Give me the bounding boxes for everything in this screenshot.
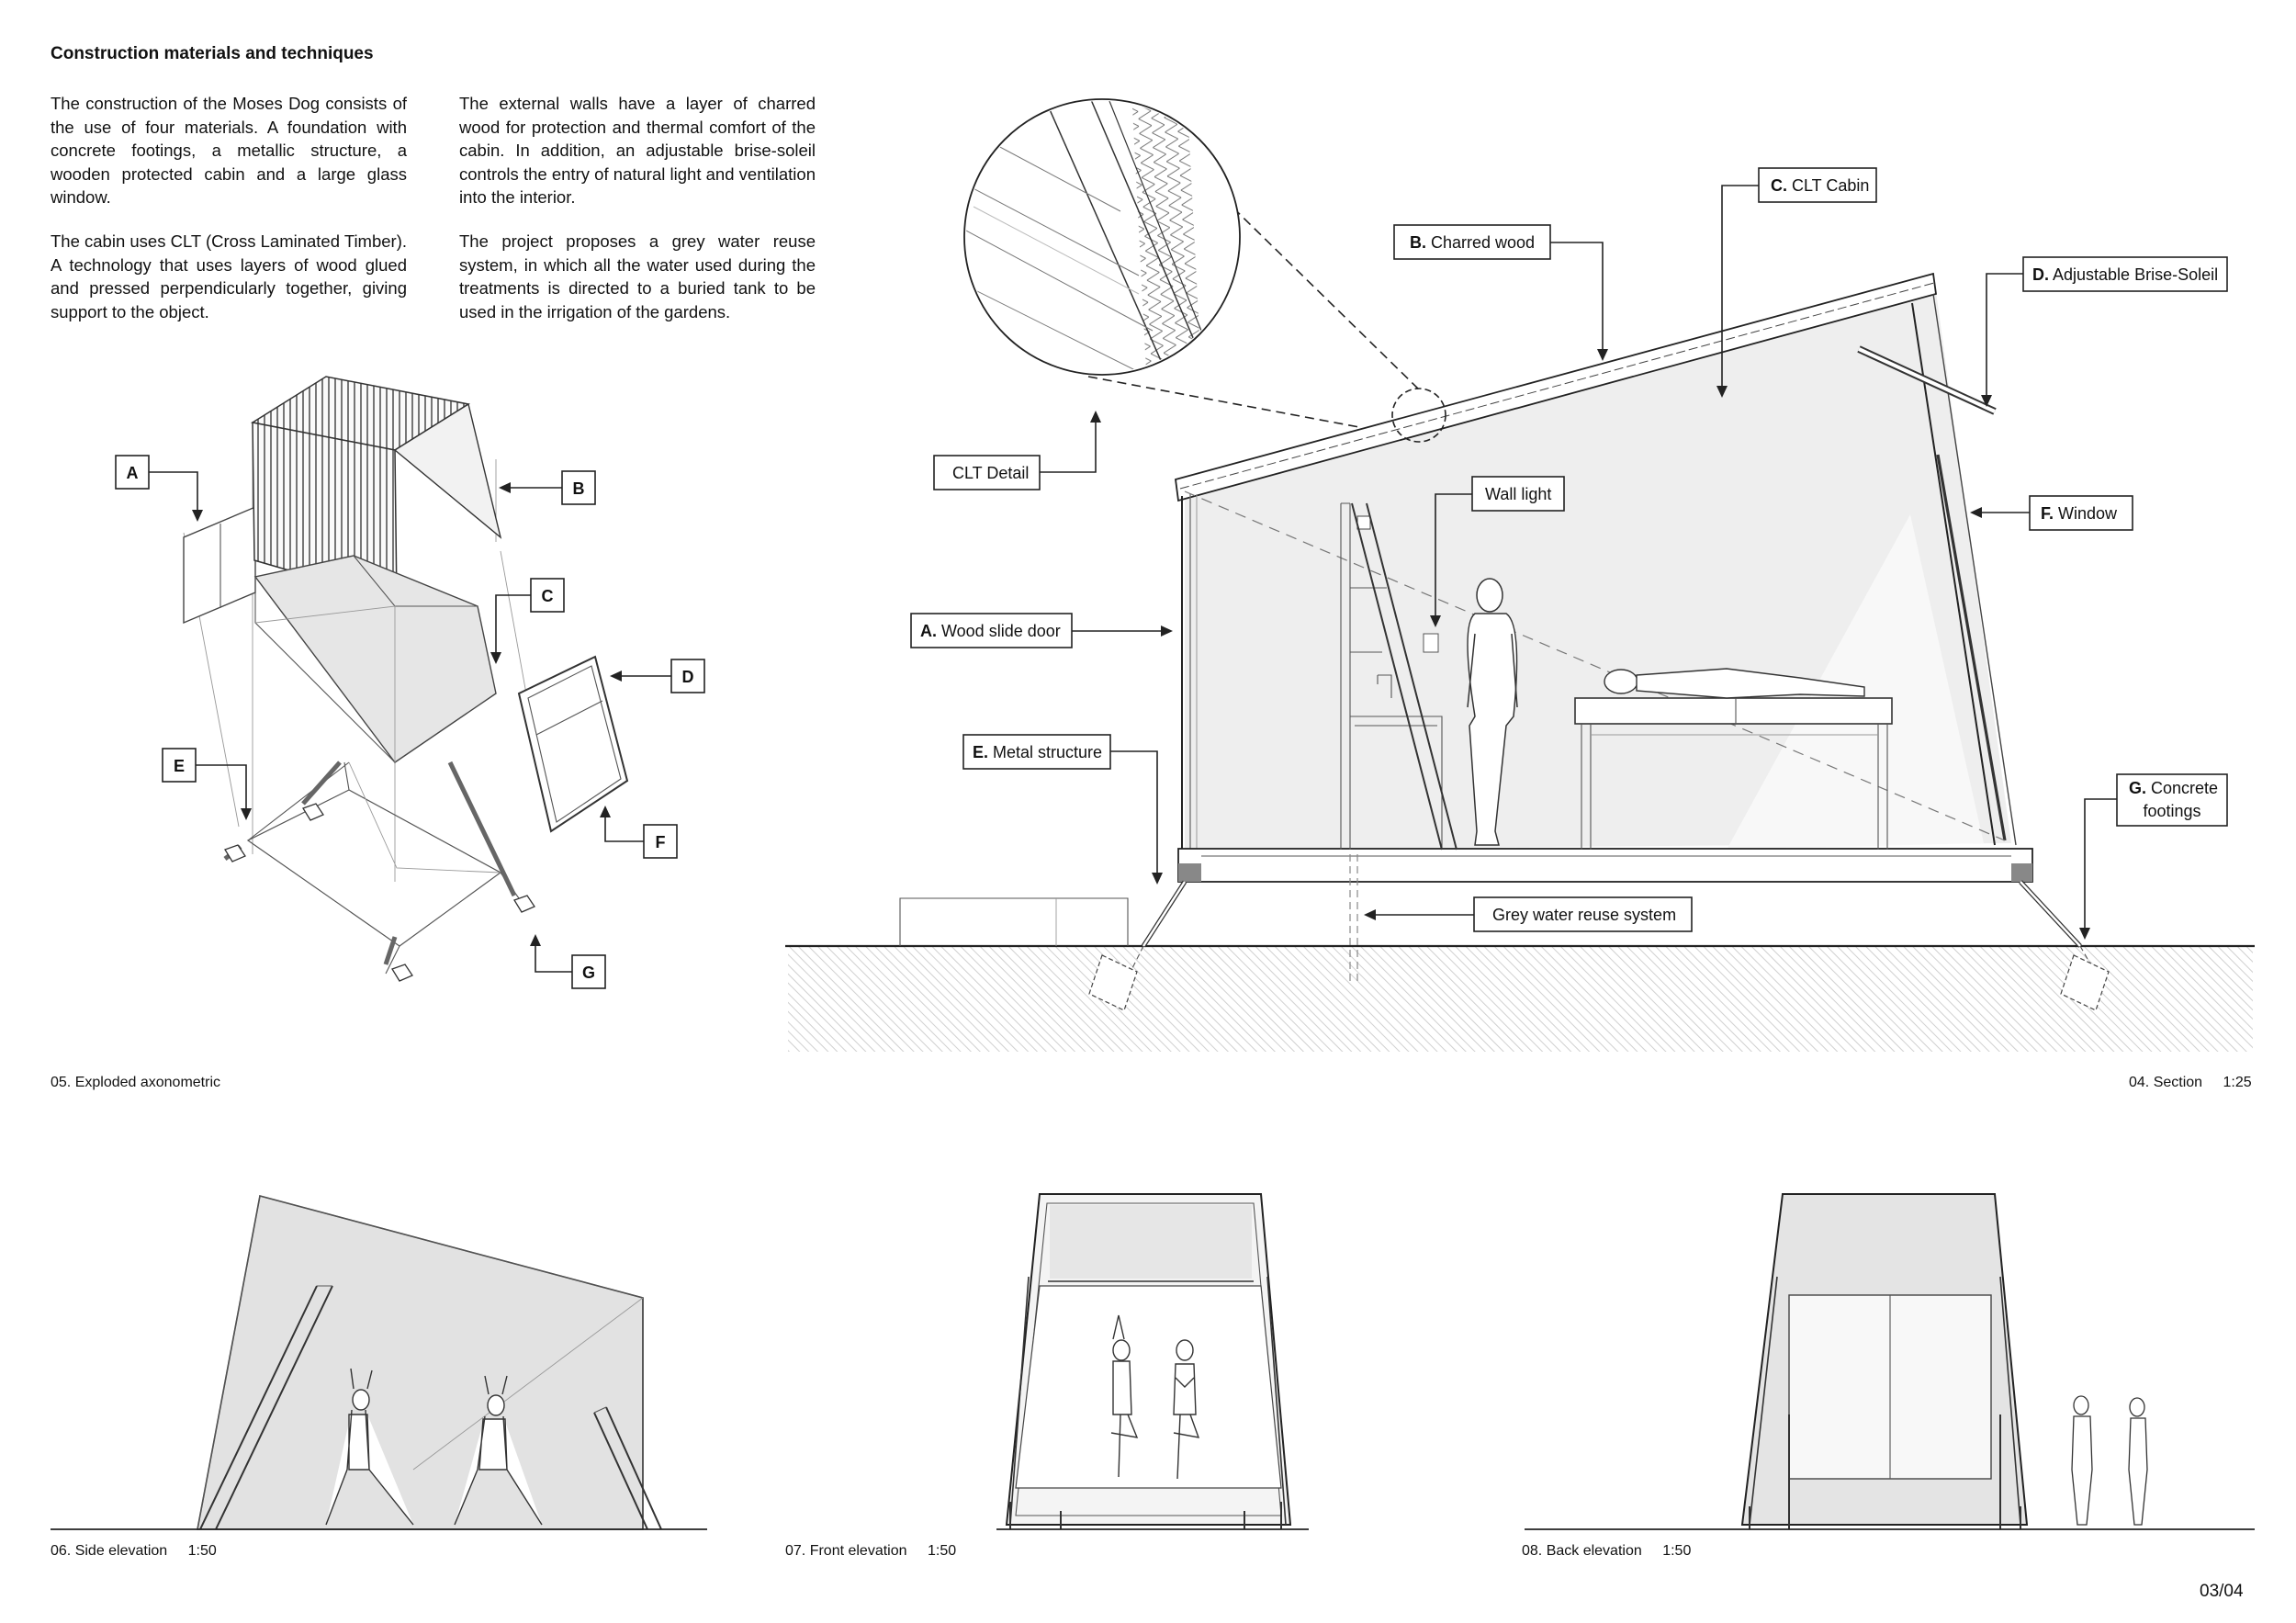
svg-text:Wall light: Wall light bbox=[1485, 485, 1552, 503]
ground-hatch bbox=[788, 946, 2253, 1052]
caption-side-elevation bbox=[51, 1543, 217, 1560]
axo-callout-e bbox=[163, 749, 252, 820]
caption-back-elevation-scale: 1:50 bbox=[1662, 1543, 1692, 1559]
page-number: 03/04 bbox=[2200, 1582, 2244, 1601]
caption-front-elevation bbox=[785, 1543, 956, 1560]
svg-text:footings: footings bbox=[2143, 802, 2201, 820]
caption-front-elevation-scale: 1:50 bbox=[927, 1543, 957, 1559]
svg-text:CLT Detail: CLT Detail bbox=[952, 464, 1030, 482]
paragraph-grey-water: The project proposes a grey water reuse system, in which all the water used during the treatments is directed to a buried tank to be used in the irrigation of the gardens. bbox=[459, 231, 816, 321]
callout-grey-water bbox=[1364, 897, 1692, 931]
callout-clt-detail bbox=[934, 411, 1101, 490]
axo-part-a-door bbox=[184, 507, 255, 623]
caption-side-elevation-title: 06. Side elevation bbox=[51, 1543, 168, 1559]
svg-text:E: E bbox=[173, 757, 186, 775]
caption-section-scale: 1:25 bbox=[2223, 1075, 2252, 1090]
axo-callout-a bbox=[116, 456, 203, 522]
svg-text:A. Wood slide door: A. Wood slide door bbox=[920, 622, 1061, 640]
paragraph-charred-wood: The external walls have a layer of charred wood for protection and thermal comfort of the cabin. In addition, an adjustable brise-soleil controls the entry of natural light and ventilation into the interior. bbox=[459, 94, 816, 207]
paragraph-clt: The cabin uses CLT (Cross Laminated Timber). A technology that uses layers of wood glued and pressed perpendicularly together, giving support to the object. bbox=[51, 231, 407, 321]
svg-text:B. Charred wood: B. Charred wood bbox=[1410, 233, 1536, 252]
section-heading: Construction materials and techniques bbox=[51, 44, 374, 63]
svg-text:A: A bbox=[126, 464, 139, 482]
axo-callout-f bbox=[600, 806, 677, 858]
exploded-axonometric bbox=[116, 377, 704, 988]
svg-text:B: B bbox=[572, 479, 585, 498]
svg-text:D: D bbox=[681, 668, 694, 686]
caption-side-elevation-scale: 1:50 bbox=[187, 1543, 217, 1559]
svg-text:E. Metal structure: E. Metal structure bbox=[973, 743, 1103, 761]
caption-section-title: 04. Section bbox=[2129, 1075, 2203, 1090]
caption-back-elevation bbox=[1522, 1543, 1691, 1560]
clt-detail-magnifier bbox=[964, 82, 1446, 442]
svg-text:Grey water reuse system: Grey water reuse system bbox=[1492, 906, 1677, 924]
floor-slab bbox=[1178, 849, 2032, 882]
svg-text:D. Adjustable Brise-Soleil: D. Adjustable Brise-Soleil bbox=[2032, 265, 2219, 284]
svg-text:G. Concrete: G. Concrete bbox=[2129, 779, 2219, 797]
svg-text:C: C bbox=[541, 587, 554, 605]
caption-back-elevation-title: 08. Back elevation bbox=[1522, 1543, 1642, 1559]
callout-concrete-footings bbox=[2079, 774, 2227, 940]
paragraph-materials: The construction of the Moses Dog consists of the use of four materials. A foundation with concrete footings, a metallic structure, a wooden protected cabin and a large glass window. bbox=[51, 94, 407, 207]
axo-callout-b bbox=[499, 471, 595, 504]
axo-callout-c bbox=[490, 579, 564, 664]
side-elevation bbox=[51, 1196, 707, 1529]
svg-text:F: F bbox=[655, 833, 666, 851]
axo-part-d-window bbox=[519, 657, 627, 831]
caption-front-elevation-title: 07. Front elevation bbox=[785, 1543, 907, 1559]
section-drawing bbox=[785, 82, 2255, 1052]
garden-planter bbox=[900, 898, 1128, 946]
callout-window bbox=[1970, 496, 2133, 530]
caption-exploded-axonometric: 05. Exploded axonometric bbox=[51, 1075, 220, 1090]
callout-wood-slide-door bbox=[911, 614, 1173, 648]
callout-metal-structure bbox=[963, 735, 1163, 885]
svg-text:G: G bbox=[581, 964, 596, 982]
callout-charred-wood bbox=[1394, 225, 1608, 361]
wall-light bbox=[1424, 634, 1438, 652]
front-elevation bbox=[996, 1194, 1309, 1529]
svg-text:C. CLT Cabin: C. CLT Cabin bbox=[1771, 176, 1870, 195]
axo-part-e-structure bbox=[225, 762, 535, 981]
svg-text:F. Window: F. Window bbox=[2041, 504, 2118, 523]
callout-brise-soleil bbox=[1981, 257, 2227, 407]
back-elevation bbox=[1525, 1194, 2255, 1529]
axo-callout-d bbox=[610, 659, 704, 693]
axo-part-c-clt-cabin bbox=[255, 556, 496, 762]
caption-section bbox=[2129, 1075, 2252, 1091]
axo-callout-g bbox=[530, 934, 605, 988]
